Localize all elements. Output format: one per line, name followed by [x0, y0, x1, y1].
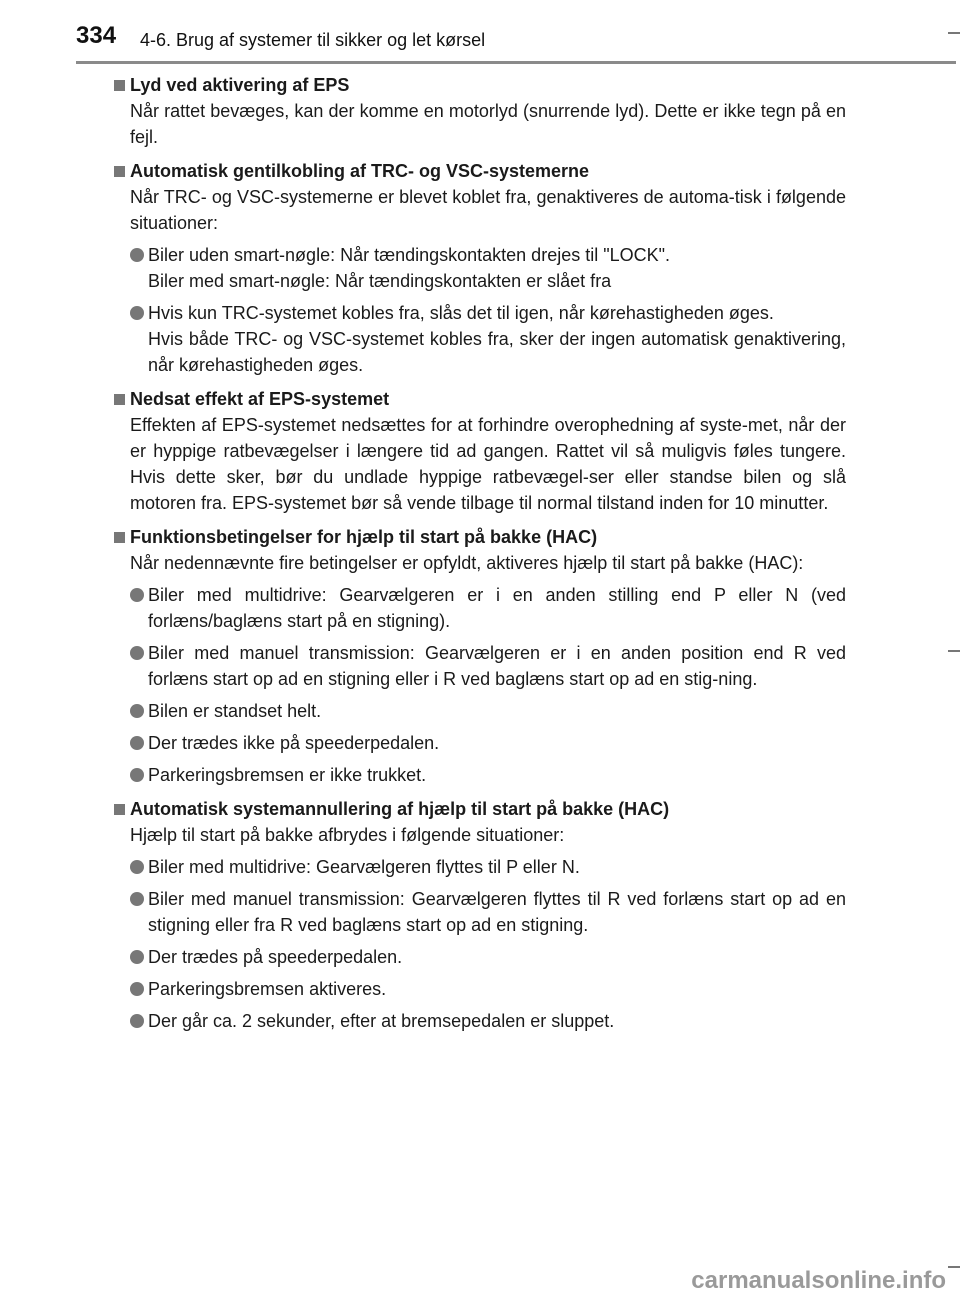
- bullet-item: [130, 300, 846, 378]
- circle-bullet-icon: [130, 860, 144, 874]
- bullet-text: Hvis kun TRC-systemet kobles fra, slås det til igen, når kørehastigheden øges.: [148, 303, 774, 323]
- bullet-item: [130, 854, 846, 880]
- bullet-text: Biler med multidrive: Gearvælgeren er i en anden stilling end P eller N (ved forlæns/baglæns start på en stigning).: [148, 585, 846, 631]
- circle-bullet-icon: [130, 950, 144, 964]
- circle-bullet-icon: [130, 768, 144, 782]
- bullet-text: Biler uden smart-nøgle: Når tændingskontakten drejes til "LOCK".: [148, 245, 671, 265]
- bullet-item: [130, 582, 846, 634]
- bullet-item: [130, 730, 846, 756]
- crop-mark-middle: [948, 650, 960, 652]
- section-heading: [112, 796, 846, 822]
- bullet-item: [130, 944, 846, 970]
- paragraph: Når nedennævnte fire betingelser er opfyldt, aktiveres hjælp til start på bakke (HAC):: [130, 553, 804, 573]
- bullet-item: [130, 1008, 846, 1034]
- circle-bullet-icon: [130, 982, 144, 996]
- section-heading-text: Lyd ved aktivering af EPS: [130, 75, 350, 95]
- page-number: 334: [76, 22, 117, 49]
- page-header: [0, 0, 960, 64]
- circle-bullet-icon: [130, 892, 144, 906]
- bullet-text: Der trædes på speederpedalen.: [148, 947, 403, 967]
- crop-mark-top: [948, 32, 960, 34]
- section-heading: [112, 386, 846, 412]
- section-heading: [112, 158, 846, 184]
- section: [112, 386, 846, 516]
- circle-bullet-icon: [130, 306, 144, 320]
- bullet-text: Bilen er standset helt.: [148, 701, 322, 721]
- section-heading: [112, 72, 846, 98]
- bullet-item: [130, 640, 846, 692]
- section: [112, 796, 846, 1034]
- crop-mark-bottom: [948, 1266, 960, 1268]
- square-bullet-icon: [114, 532, 125, 543]
- bullet-text: Parkeringsbremsen aktiveres.: [148, 979, 387, 999]
- section-heading-text: Nedsat effekt af EPS-systemet: [130, 389, 390, 409]
- section: [112, 524, 846, 788]
- bullet-text: Biler med multidrive: Gearvælgeren flyttes til P eller N.: [148, 857, 580, 877]
- section-heading-text: Automatisk systemannullering af hjælp til start på bakke (HAC): [130, 799, 670, 819]
- square-bullet-icon: [114, 166, 125, 177]
- bullet-text: Der trædes ikke på speederpedalen.: [148, 733, 440, 753]
- section: [112, 72, 846, 150]
- bullet-text: Parkeringsbremsen er ikke trukket.: [148, 765, 427, 785]
- circle-bullet-icon: [130, 248, 144, 262]
- paragraph: Hjælp til start på bakke afbrydes i følgende situationer:: [130, 825, 565, 845]
- bullet-item: [130, 242, 846, 294]
- square-bullet-icon: [114, 394, 125, 405]
- header-divider: [76, 61, 956, 64]
- bullet-text: Biler med manuel transmission: Gearvælgeren flyttes til R ved forlæns start op ad en stigning eller fra R ved baglæns start op ad en stigning.: [148, 889, 846, 935]
- section: [112, 158, 846, 378]
- chapter-title: 4-6. Brug af systemer til sikker og let kørsel: [140, 30, 486, 50]
- bullet-item: [130, 762, 846, 788]
- square-bullet-icon: [114, 804, 125, 815]
- bullet-item: [130, 698, 846, 724]
- circle-bullet-icon: [130, 1014, 144, 1028]
- circle-bullet-icon: [130, 736, 144, 750]
- section-heading-text: Automatisk gentilkobling af TRC- og VSC-systemerne: [130, 161, 590, 181]
- bullet-item: [130, 976, 846, 1002]
- section-heading: [112, 524, 846, 550]
- circle-bullet-icon: [130, 704, 144, 718]
- bullet-text: Der går ca. 2 sekunder, efter at bremsepedalen er sluppet.: [148, 1011, 615, 1031]
- paragraph: Når TRC- og VSC-systemerne er blevet koblet fra, genaktiveres de automa-tisk i følgende situationer:: [130, 187, 846, 233]
- bullet-item: [130, 886, 846, 938]
- bullet-text: Biler med smart-nøgle: Når tændingskontakten er slået fra: [148, 271, 612, 291]
- square-bullet-icon: [114, 80, 125, 91]
- page-body: [112, 72, 846, 1042]
- bullet-text: Hvis både TRC- og VSC-systemet kobles fra, sker der ingen automatisk genaktivering, når kørehastigheden øges.: [148, 329, 846, 375]
- bullet-text: Biler med manuel transmission: Gearvælgeren er i en anden position end R ved forlæns start op ad en stigning eller i R ved baglæns start op ad en stig-ning.: [148, 643, 846, 689]
- paragraph: Når rattet bevæges, kan der komme en motorlyd (snurrende lyd). Dette er ikke tegn på en fejl.: [130, 101, 846, 147]
- circle-bullet-icon: [130, 588, 144, 602]
- watermark: carmanualsonline.info: [691, 1267, 946, 1294]
- section-heading-text: Funktionsbetingelser for hjælp til start på bakke (HAC): [130, 527, 598, 547]
- paragraph: Effekten af EPS-systemet nedsættes for at forhindre overophedning af syste-met, når der er hyppige ratbevægelser i længere tid ad gangen. Rattet vil så muligvis føles tungere. Hvis dette sker, bør du undlade hyppige ratbevægel-ser eller standse bilen og slå motoren fra. EPS-systemet bør så vende tilbage til normal tilstand inden for 10 minutter.: [130, 415, 846, 513]
- circle-bullet-icon: [130, 646, 144, 660]
